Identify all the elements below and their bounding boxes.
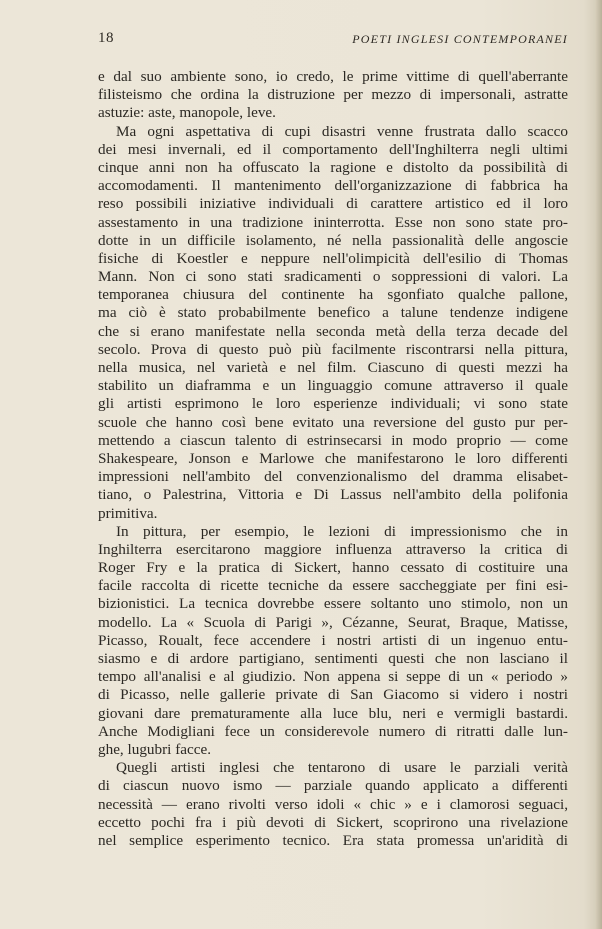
text-line: dei mesi invernali, ed il comportamento dell'Inghilterra negli ultimi [98, 140, 568, 158]
text-line: di ciascun nuovo ismo — parziale quando applicato a differenti [98, 777, 568, 795]
text-line: modello. La « Scuola di Parigi », Cézanne, Seurat, Braque, Matisse, [98, 613, 568, 631]
text-line: necessità — erano rivolti verso idoli « chic » e i clamorosi seguaci, [98, 795, 568, 813]
text-line: Mann. Non ci sono stati sradicamenti o soppressioni di valori. La [98, 268, 568, 286]
text-line: Quegli artisti inglesi che tentarono di usare le parziali verità [116, 759, 568, 777]
text-line: scuole che hanno così bene evitato una reversione del gusto pur per- [98, 413, 568, 431]
text-line: tempo all'analisi e al giudizio. Non appena si seppe di un « periodo » [98, 668, 568, 686]
paragraph-1 [98, 68, 568, 123]
text-line: fisiche di Koestler e neppure nell'olimpicità dell'esilio di Thomas [98, 249, 568, 267]
page-gutter-shadow [595, 0, 602, 929]
text-line: Shakespeare, Jonson e Marlowe che manifestarono le loro differenti [98, 449, 568, 467]
text-line: di Picasso, nelle gallerie private di San Giacomo si videro i nostri [98, 686, 568, 704]
text-line: e dal suo ambiente sono, io credo, le prime vittime di quell'aberrante [98, 68, 568, 85]
page-header [98, 28, 568, 50]
text-line: cinque anni non ha offuscato la ragione e distolto da possibilità di [98, 158, 568, 176]
text-line: In pittura, per esempio, le lezioni di impressionismo che in [116, 522, 568, 540]
text-line: bizionistici. La tecnica dovrebbe essere soltanto uno stimolo, non un [98, 595, 568, 613]
text-line: Anche Modigliani fece un considerevole numero di ritratti dalle lun- [98, 722, 568, 740]
paragraph-2 [98, 123, 568, 523]
text-line: che si erano manifestate nella seconda metà della terza decade del [98, 322, 568, 340]
text-line: Inghilterra esercitarono maggiore influenza attraverso la critica di [98, 540, 568, 558]
text-line: tiano, o Palestrina, Vittoria e Di Lassus nell'ambito della polifonia [98, 486, 568, 504]
text-line: impressioni nell'ambito del convenzionalismo del dramma elisabet- [98, 468, 568, 486]
text-line: siasmo e di ardore partigiano, sentimenti questi che non lasciano il [98, 650, 568, 667]
text-line: facile raccolta di ricette tecniche da essere saccheggiate per fini esi- [98, 577, 568, 595]
text-line: dotte in un difficile isolamento, né nella passionalità delle angoscie [98, 231, 568, 249]
text-line: giovani dare prematuramente alla luce blu, neri e vermigli bastardi. [98, 704, 568, 722]
text-line: temporanea chiusura del continente ha sgonfiato qualche pallone, [98, 286, 568, 304]
text-line: assestamento in una tradizione ininterrotta. Esse non sono state pro- [98, 213, 568, 231]
text-line: accomodamenti. Il mantenimento dell'organizzazione di fabbrica ha [98, 177, 568, 195]
paragraph-4 [98, 759, 568, 850]
text-line: eccetto pochi fra i più devoti di Sickert, scoprirono una rivelazione [98, 813, 568, 831]
text-line: astuzie: aste, manopole, leve. [98, 104, 276, 122]
text-line: ghe, lugubri facce. [98, 740, 212, 758]
text-line: primitiva. [98, 504, 158, 522]
text-line: ma ciò è stato probabilmente benefico a talune tendenze indigene [98, 304, 568, 322]
page-number: 18 [98, 30, 114, 46]
text-line: stabilito un diaframma e un linguaggio comune attraverso il quale [98, 377, 568, 395]
text-line: nel semplice esperimento tecnico. Era stata promessa un'aridità di [98, 831, 568, 849]
text-line: Roger Fry e la pratica di Sickert, hanno cessato di costituire una [98, 559, 568, 577]
text-line: filisteismo che ordina la distruzione per mezzo di impersonali, astratte [98, 86, 568, 104]
text-line: Ma ogni aspettativa di cupi disastri venne frustrata dallo scacco [116, 122, 568, 140]
text-line: mettendo a ciascun talento di estrinsecarsi in modo proprio — come [98, 431, 568, 449]
text-line: Picasso, Roualt, fece accendere i nostri artisti di un ingenuo entu- [98, 631, 568, 649]
text-line: reso possibili iniziative individuali di carattere artistico ed il loro [98, 195, 568, 213]
text-line: gli artisti esprimono le loro esperienze individuali; vi sono state [98, 395, 568, 413]
text-line: secolo. Prova di questo può più facilmente riscontrarsi nella pittura, [98, 340, 568, 358]
body-text [98, 68, 568, 850]
paragraph-3 [98, 523, 568, 759]
running-head: POETI INGLESI CONTEMPORANEI [352, 32, 568, 46]
text-line: nella musica, nel varietà e nel film. Ciascuno di questi mezzi ha [98, 359, 568, 376]
